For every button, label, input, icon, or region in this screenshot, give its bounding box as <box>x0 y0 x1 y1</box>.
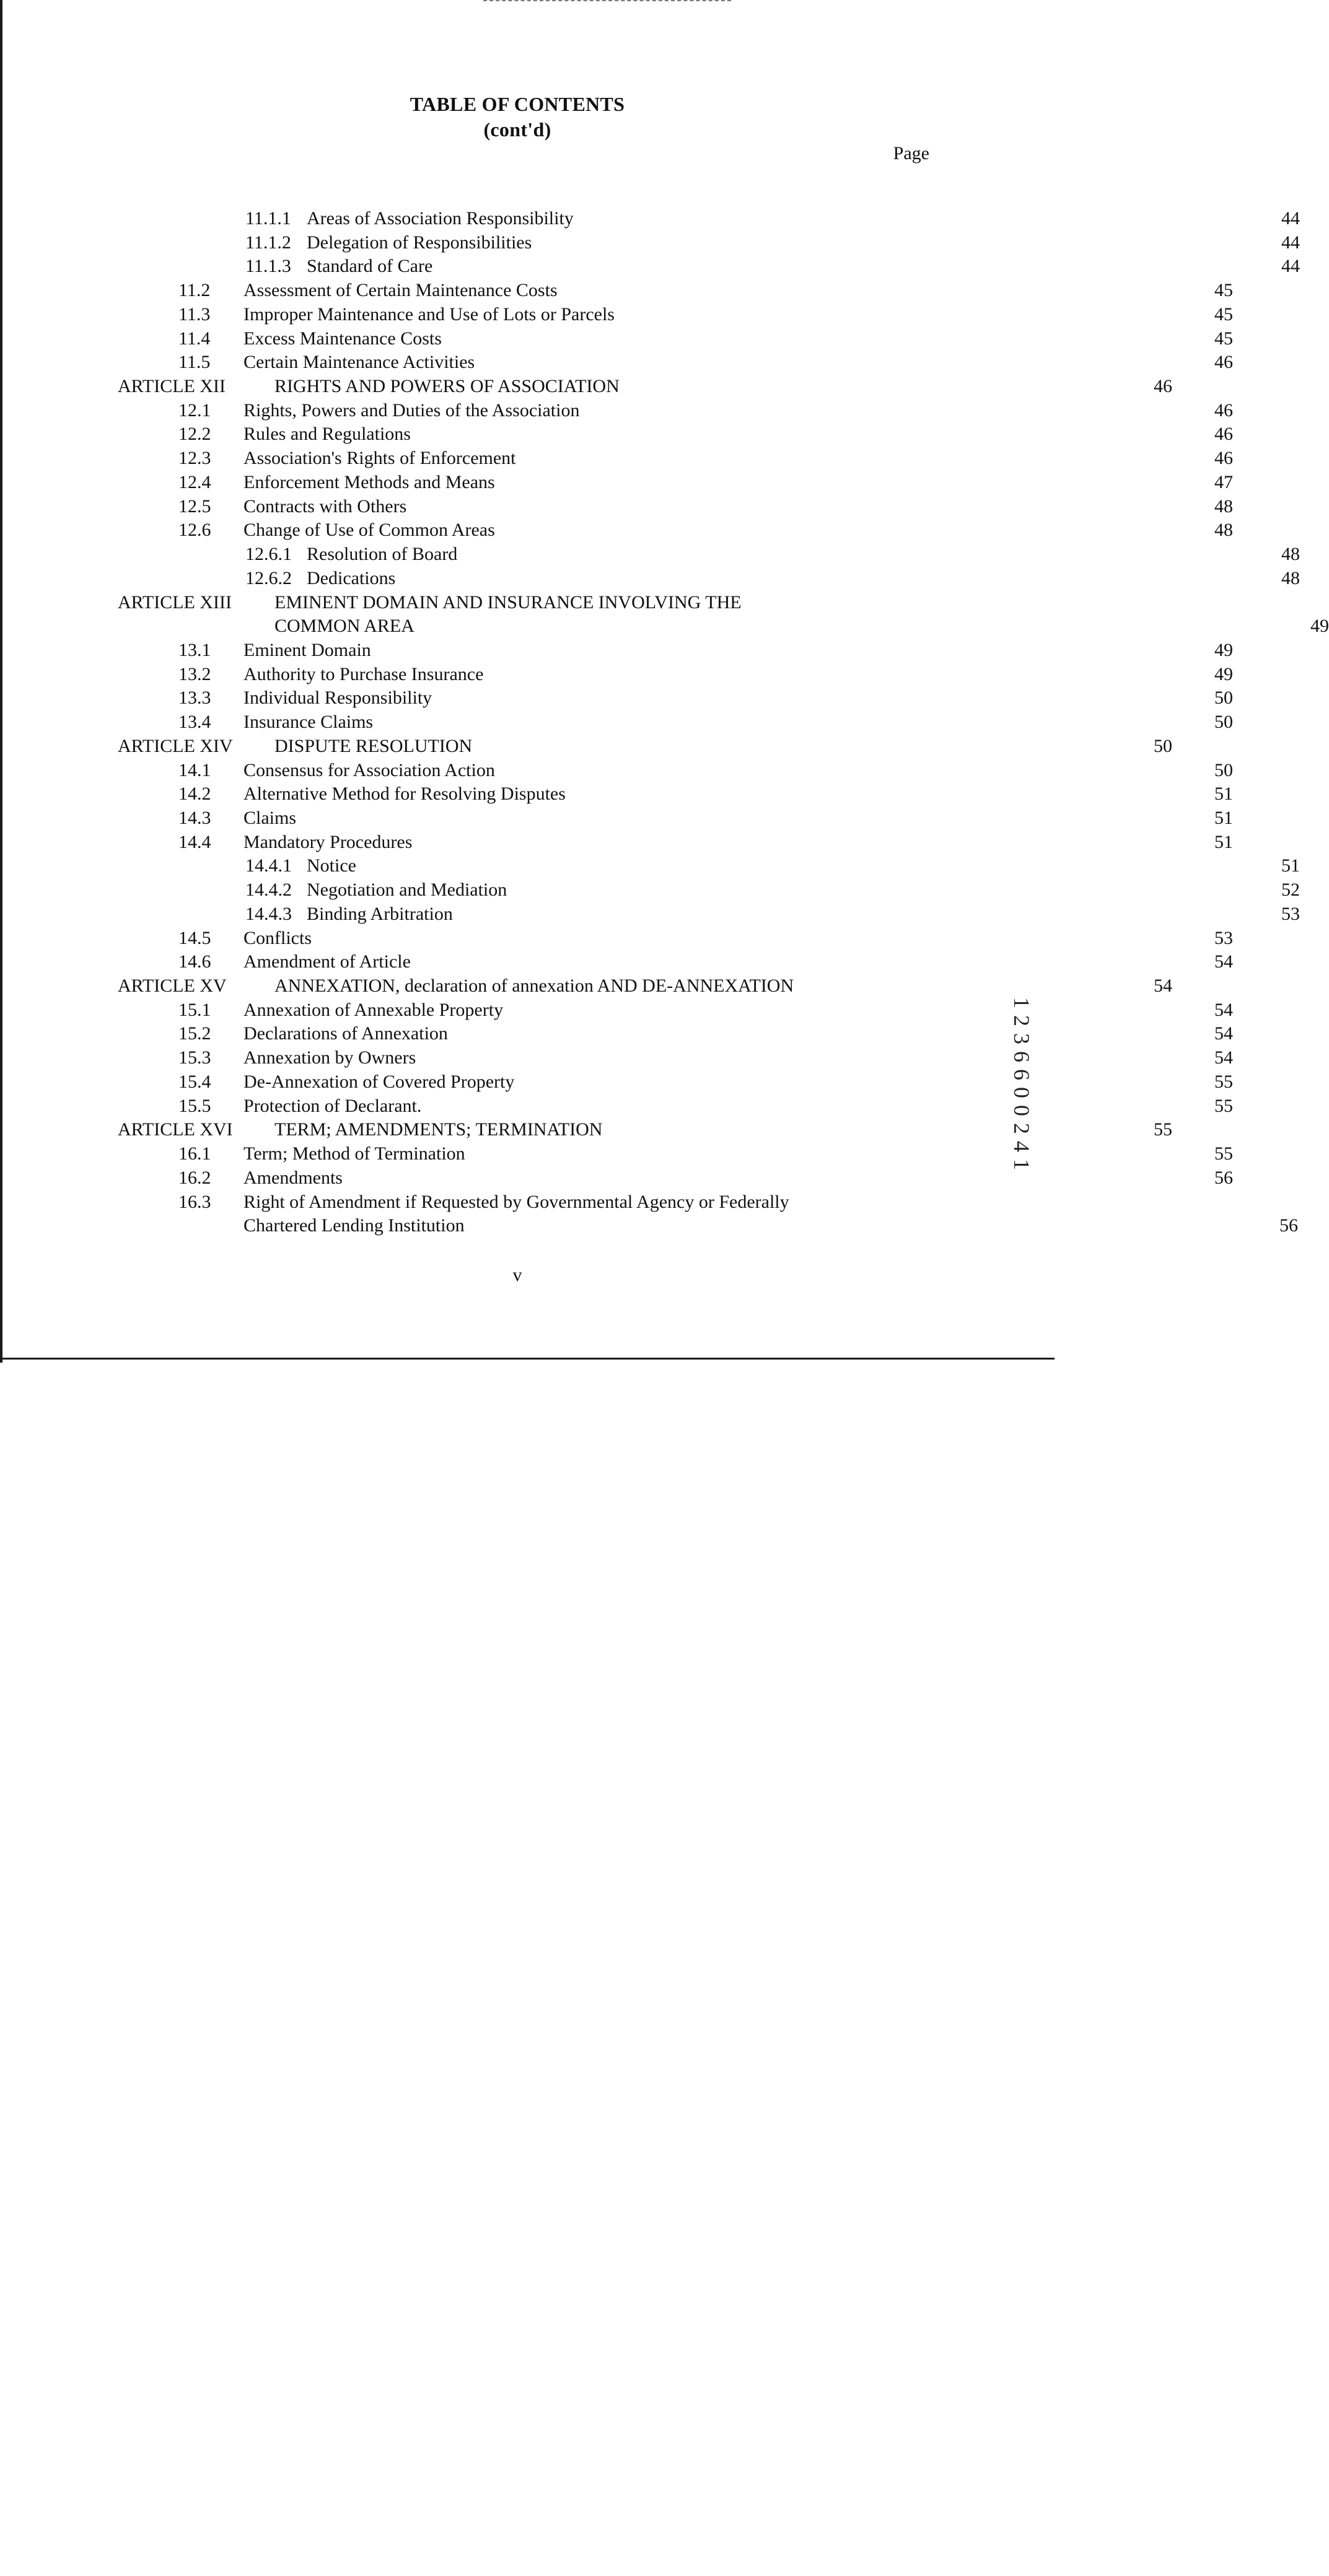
toc-entry-title: EMINENT DOMAIN AND INSURANCE INVOLVING THE <box>274 592 742 613</box>
toc-entry-page: 55 <box>1154 1119 1172 1140</box>
toc-entry <box>178 926 1233 950</box>
toc-entry-title: Right of Amendment if Requested by Governmental Agency or Federally <box>243 1191 789 1212</box>
toc-entry-number: 12.2 <box>178 424 211 445</box>
toc-entry <box>118 734 1172 758</box>
toc-entry-page: 50 <box>1214 688 1233 709</box>
toc-entry-title: Amendments <box>243 1167 343 1188</box>
toc-entry-number: 13.1 <box>178 639 211 660</box>
toc-entry <box>245 206 1300 230</box>
toc-entry-page: 47 <box>1214 471 1233 492</box>
toc-entry-title: DISPUTE RESOLUTION <box>274 735 473 756</box>
toc-entry-title: Claims <box>243 808 297 828</box>
toc-entry <box>178 638 1233 662</box>
toc-entry-title: Declarations of Annexation <box>243 1023 448 1044</box>
toc-entry-page: 54 <box>1214 999 1233 1020</box>
toc-entry <box>245 230 1300 255</box>
toc-entry-title: Change of Use of Common Areas <box>243 520 495 541</box>
toc-entry-title: Excess Maintenance Costs <box>243 328 442 349</box>
side-stamp: 1 2 3 6 6 0 0 2 4 1 <box>1009 997 1034 1171</box>
toc-entry-page: 50 <box>1154 735 1172 756</box>
toc-entry-number: ARTICLE XIII <box>118 592 232 613</box>
toc-entry-page: 44 <box>1281 208 1300 229</box>
toc-entry-page: 50 <box>1214 759 1233 780</box>
toc-entry-number: 11.2 <box>178 280 211 301</box>
toc-entry <box>245 254 1300 278</box>
toc-entry-title: Chartered Lending Institution <box>243 1215 465 1236</box>
toc-entry-number: 12.1 <box>178 399 211 421</box>
toc-entry-number: 11.3 <box>178 303 211 325</box>
toc-entry-title: Notice <box>307 855 356 876</box>
toc-entry-number: 14.5 <box>178 927 211 948</box>
toc-entry-title: ANNEXATION, declaration of annexation AND DE-ANNEXATION <box>274 976 794 997</box>
toc-entry-title: Conflicts <box>243 927 312 948</box>
toc-entry <box>178 710 1233 734</box>
toc-entry <box>178 278 1233 302</box>
toc-entry <box>178 1046 1233 1070</box>
toc-entry-page: 49 <box>1310 616 1329 637</box>
toc-entry-page: 56 <box>1279 1215 1298 1236</box>
toc-entry-number: 11.1.2 <box>245 232 291 253</box>
toc-entry-title: Association's Rights of Enforcement <box>243 448 516 469</box>
toc-entry-page: 54 <box>1214 1023 1233 1044</box>
toc-entry-page: 45 <box>1214 328 1233 349</box>
toc-entry-number: 15.5 <box>178 1095 211 1116</box>
toc-entry-page: 54 <box>1154 976 1172 997</box>
toc-entry-number: 14.4.2 <box>245 880 292 901</box>
toc-entry-title: Annexation by Owners <box>243 1047 416 1068</box>
toc-entry <box>178 1190 922 1214</box>
toc-entry <box>243 1213 1298 1238</box>
scan-edge-left <box>0 0 2 1363</box>
toc-entry-number: 16.2 <box>178 1167 211 1188</box>
toc-entry-title: Binding Arbitration <box>307 903 453 924</box>
toc-entry-number: 14.1 <box>178 759 211 780</box>
toc-entry-number: 15.4 <box>178 1071 211 1092</box>
toc-entry-title: Enforcement Methods and Means <box>243 471 495 492</box>
toc-entry-page: 53 <box>1214 927 1233 948</box>
toc-entry-title: Certain Maintenance Activities <box>243 352 475 373</box>
toc-entry <box>178 758 1233 782</box>
toc-entry-number: 14.2 <box>178 784 211 805</box>
toc-entry-page: 48 <box>1214 520 1233 541</box>
toc-entry-page: 46 <box>1214 399 1233 421</box>
toc-entry <box>274 614 1329 638</box>
toc-entry-title: Negotiation and Mediation <box>307 880 507 901</box>
toc-entry-number: ARTICLE XII <box>118 376 226 397</box>
toc-entry-title: COMMON AREA <box>274 616 414 637</box>
toc-entry-title: Individual Responsibility <box>243 688 432 709</box>
toc-entry <box>178 470 1233 494</box>
toc-entry-number: 15.3 <box>178 1047 211 1068</box>
toc-entry <box>178 302 1233 326</box>
toc-entry-number: 15.2 <box>178 1023 211 1044</box>
toc-entry-number: 13.2 <box>178 663 211 684</box>
toc-entry-title: Assessment of Certain Maintenance Costs <box>243 280 558 301</box>
toc-entry-title: Mandatory Procedures <box>243 831 413 852</box>
toc-entry-page: 44 <box>1281 256 1300 277</box>
toc-entry-title: Dedications <box>307 567 396 588</box>
toc-entry-number: 11.1.3 <box>245 256 291 277</box>
toc-entry-page: 55 <box>1214 1071 1233 1092</box>
toc-entry-page: 51 <box>1214 831 1233 852</box>
toc-entry-title: Delegation of Responsibilities <box>307 232 532 253</box>
toc-entry <box>178 494 1233 518</box>
toc-entry-title: Amendment of Article <box>243 951 411 972</box>
toc-entry <box>178 350 1233 374</box>
toc-entry <box>178 782 1233 806</box>
toc-entry <box>245 854 1300 878</box>
toc-entry <box>178 1166 1233 1190</box>
toc-entry-title: De-Annexation of Covered Property <box>243 1071 515 1092</box>
toc-entry-title: Insurance Claims <box>243 712 374 733</box>
toc-entry <box>118 374 1172 398</box>
toc-entry <box>178 398 1233 422</box>
footer-page-number: v <box>512 1265 522 1285</box>
toc-entry-number: 14.4.1 <box>245 855 292 876</box>
toc-entry-page: 44 <box>1281 232 1300 253</box>
toc-entry-title: TERM; AMENDMENTS; TERMINATION <box>274 1119 603 1140</box>
toc-entry-number: 14.3 <box>178 808 211 828</box>
toc-subtitle: (cont'd) <box>483 118 551 141</box>
toc-entry-page: 52 <box>1281 880 1300 901</box>
toc-entry-page: 51 <box>1281 855 1300 876</box>
toc-entry <box>178 830 1233 854</box>
toc-entry-page: 46 <box>1214 448 1233 469</box>
toc-entry-page: 48 <box>1281 567 1300 588</box>
toc-entry-number: 14.4 <box>178 831 211 852</box>
toc-entry <box>178 1094 1233 1118</box>
toc-entry-title: Eminent Domain <box>243 639 371 660</box>
toc-entry-page: 54 <box>1214 1047 1233 1068</box>
toc-entry-title: RIGHTS AND POWERS OF ASSOCIATION <box>274 376 620 397</box>
toc-entry-page: 48 <box>1214 496 1233 517</box>
toc-entry-page: 53 <box>1281 903 1300 924</box>
toc-entry <box>245 878 1300 902</box>
toc-entry <box>118 590 922 614</box>
toc-entry <box>178 998 1233 1022</box>
toc-entry <box>178 662 1233 686</box>
toc-entry-page: 45 <box>1214 280 1233 301</box>
toc-entry-title: Rules and Regulations <box>243 424 411 445</box>
toc-entry <box>178 326 1233 351</box>
toc-entry-page: 55 <box>1214 1095 1233 1116</box>
toc-entry-page: 54 <box>1214 951 1233 972</box>
toc-entry <box>245 542 1300 566</box>
toc-entry-number: 12.6.2 <box>245 567 292 588</box>
toc-entry <box>178 1070 1233 1094</box>
toc-entry <box>118 1117 1172 1142</box>
toc-entry-number: 11.5 <box>178 352 211 373</box>
toc-entry-page: 46 <box>1214 424 1233 445</box>
toc-entry-number: ARTICLE XV <box>118 976 227 997</box>
toc-entry-title: Contracts with Others <box>243 496 407 517</box>
toc-entry-number: 12.5 <box>178 496 211 517</box>
toc-title: TABLE OF CONTENTS <box>410 93 625 115</box>
toc-entry <box>178 1021 1233 1046</box>
toc-entry-title: Alternative Method for Resolving Disputes <box>243 784 566 805</box>
toc-entry-number: 15.1 <box>178 999 211 1020</box>
toc-entry-page: 51 <box>1214 808 1233 828</box>
toc-entry-title: Consensus for Association Action <box>243 759 495 780</box>
toc-entry-page: 48 <box>1281 544 1300 565</box>
toc-entry-title: Annexation of Annexable Property <box>243 999 504 1020</box>
toc-entry-number: 14.4.3 <box>245 903 292 924</box>
toc-entry-title: Authority to Purchase Insurance <box>243 663 484 684</box>
page-column-header: Page <box>893 143 929 164</box>
toc-entry-number: 13.3 <box>178 688 211 709</box>
toc-entry <box>178 686 1233 710</box>
toc-entry <box>245 902 1300 926</box>
toc-entry <box>118 974 1172 998</box>
toc-entry-page: 49 <box>1214 663 1233 684</box>
toc-entry-title: Protection of Declarant. <box>243 1095 422 1116</box>
toc-entry-title: Rights, Powers and Duties of the Association <box>243 399 580 421</box>
toc-entry-number: 16.1 <box>178 1143 211 1164</box>
toc-entry-title: Improper Maintenance and Use of Lots or Parcels <box>243 303 615 325</box>
toc-entry-number: 12.3 <box>178 448 211 469</box>
toc-entry-page: 56 <box>1214 1167 1233 1188</box>
toc-entry-number: 12.6.1 <box>245 544 292 565</box>
toc-entry-number: 14.6 <box>178 951 211 972</box>
toc-entry <box>178 446 1233 470</box>
toc-entry-number: ARTICLE XVI <box>118 1119 233 1140</box>
toc-entry <box>178 950 1233 974</box>
toc-entry <box>178 422 1233 446</box>
toc-entry-page: 50 <box>1214 712 1233 733</box>
toc-entry-page: 45 <box>1214 303 1233 325</box>
toc-entry-number: 12.6 <box>178 520 211 541</box>
toc-entry-number: 16.3 <box>178 1191 211 1212</box>
toc-entry-number: 12.4 <box>178 471 211 492</box>
toc-entry-page: 55 <box>1214 1143 1233 1164</box>
toc-entry <box>178 806 1233 830</box>
toc-entry <box>178 1142 1233 1166</box>
toc-entry-number: 11.1.1 <box>245 208 291 229</box>
toc-entry <box>178 518 1233 542</box>
toc-entry-page: 51 <box>1214 784 1233 805</box>
toc-entry-page: 49 <box>1214 639 1233 660</box>
toc-entry-title: Areas of Association Responsibility <box>307 208 574 229</box>
scan-artifact-top <box>483 0 731 3</box>
toc-entry-number: 11.4 <box>178 328 211 349</box>
toc-entry-title: Resolution of Board <box>307 544 458 565</box>
toc-entry-page: 46 <box>1154 376 1172 397</box>
toc-entry-number: ARTICLE XIV <box>118 735 233 756</box>
toc-entry-title: Standard of Care <box>307 256 433 277</box>
toc-entry-page: 46 <box>1214 352 1233 373</box>
toc-entry-title: Term; Method of Termination <box>243 1143 465 1164</box>
toc-entry-number: 13.4 <box>178 712 211 733</box>
toc-entry <box>245 566 1300 590</box>
